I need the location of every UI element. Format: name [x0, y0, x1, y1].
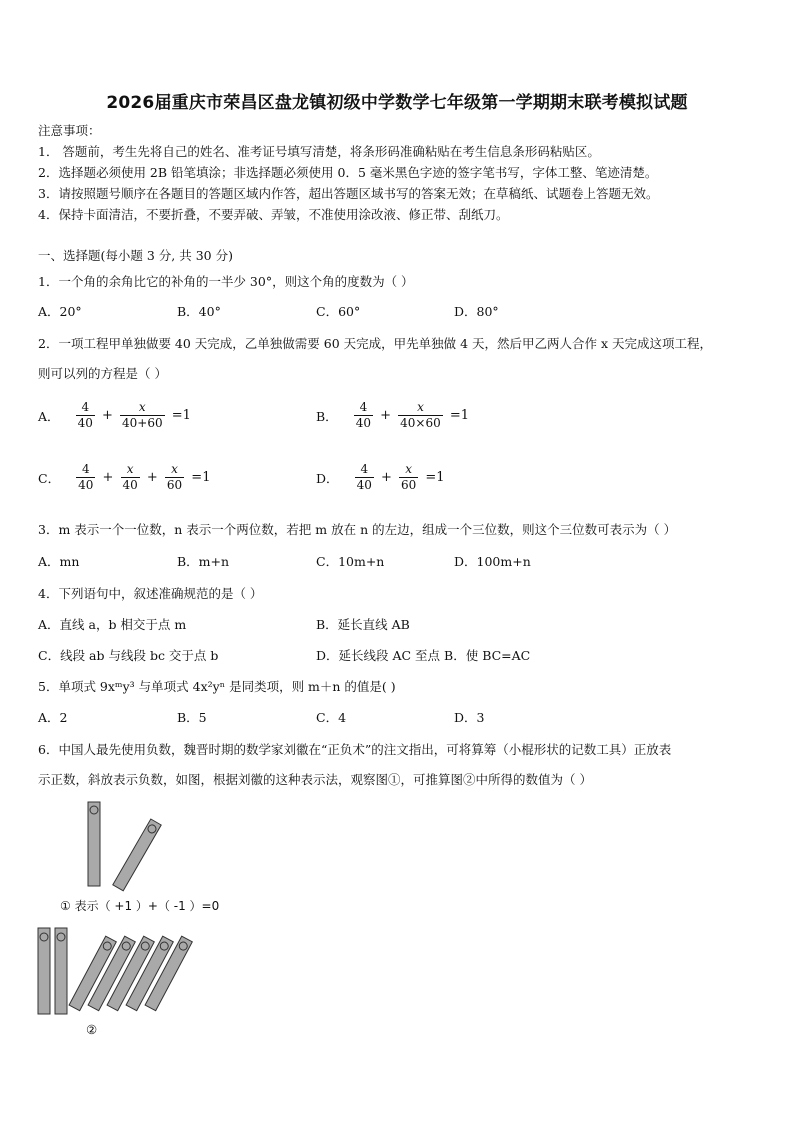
question-6-stem-line2: 示正数，斜放表示负数，如图，根据刘徽的这种表示法，观察图①，可推算图②中所得的数值为（ ）: [38, 772, 592, 787]
numerator: x: [171, 462, 178, 476]
denominator: 40: [78, 478, 94, 492]
question-3-option-b: B．m+n: [177, 554, 230, 569]
plus-sign: +: [380, 408, 392, 423]
question-5-stem: 5．单项式 9xᵐy³ 与单项式 4x²yⁿ 是同类项，则 m＋n 的值是( ): [38, 679, 396, 694]
page-title: 2026届重庆市荣昌区盘龙镇初级中学数学七年级第一学期期末联考模拟试题: [106, 93, 688, 113]
option-label: D．: [316, 470, 339, 486]
plus-sign: +: [102, 470, 114, 485]
figure-2-counting-rods: [34, 926, 204, 1022]
question-2-option-c: [38, 462, 211, 493]
figure-2-caption: ②: [86, 1022, 98, 1037]
fraction: [165, 462, 184, 493]
fraction: [399, 462, 418, 493]
denominator: 60: [166, 478, 183, 492]
upright-rod: [88, 802, 100, 886]
option-label: C．: [38, 470, 61, 486]
denominator: 40: [356, 478, 372, 492]
question-4-option-b: B．延长直线 AB: [316, 617, 410, 632]
question-4-option-a: A．直线 a，b 相交于点 m: [38, 617, 187, 632]
question-1-option-a: A．20°: [38, 304, 82, 319]
question-2-option-a: [38, 400, 192, 431]
denominator: 40: [122, 478, 138, 492]
upright-rod: [38, 928, 50, 1014]
plus-sign: +: [146, 470, 158, 485]
denominator: 40: [77, 416, 93, 430]
fraction: [398, 400, 443, 431]
slanted-rod: [113, 819, 161, 891]
figure-1-counting-rods: [80, 800, 180, 900]
fraction: [121, 462, 140, 493]
denominator: 60: [401, 478, 417, 492]
notice-heading: 注意事项：: [38, 123, 101, 138]
equals-one: =1: [171, 408, 191, 423]
notice-item: 2．选择题必须使用 2B 铅笔填涂；非选择题必须使用 0．5 毫米黑色字迹的签字笔书写，字体工整、笔迹清楚。: [38, 165, 658, 180]
denominator: 40: [355, 416, 372, 430]
fraction: [354, 400, 373, 431]
numerator: 4: [81, 400, 90, 414]
numerator: 4: [359, 400, 368, 414]
fraction: [355, 462, 374, 493]
question-5-option-b: B．5: [177, 710, 207, 725]
question-2-option-b: [316, 400, 470, 431]
fraction: [76, 400, 95, 431]
question-4-stem: 4．下列语句中，叙述准确规范的是（ ）: [38, 586, 263, 601]
question-3-option-c: C．10m+n: [316, 554, 385, 569]
question-6-stem-line1: 6．中国人最先使用负数，魏晋时期的数学家刘徽在“正负术”的注文指出，可将算筹（小棍形状的记数工具）正放表: [38, 742, 672, 757]
notice-item: 4．保持卡面清洁，不要折叠，不要弄破、弄皱，不准使用涂改液、修正带、刮纸刀。: [38, 207, 509, 222]
numerator: x: [126, 462, 134, 476]
question-5-option-d: D．3: [454, 710, 485, 725]
section-heading: 一、选择题(每小题 3 分, 共 30 分): [38, 248, 233, 263]
question-1-option-c: C．60°: [316, 304, 361, 319]
question-1-stem: 1．一个角的余角比它的补角的一半少 30°，则这个角的度数为（ ）: [38, 274, 414, 289]
plus-sign: +: [381, 470, 392, 485]
equals-one: =1: [425, 470, 445, 485]
question-3-option-a: A．mn: [38, 554, 80, 569]
notice-item: 3．请按照题号顺序在各题目的答题区域内作答，超出答题区域书写的答案无效；在草稿纸、试题卷上答题无效。: [38, 186, 659, 201]
notice-item: 1． 答题前，考生先将自己的姓名、准考证号填写清楚，将条形码准确粘贴在考生信息条形码粘贴区。: [38, 144, 600, 159]
question-2-stem-line2: 则可以列的方程是（ ）: [38, 366, 167, 381]
fraction: [120, 400, 165, 431]
question-2-stem-line1: 2．一项工程甲单独做要 40 天完成，乙单独做需要 60 天完成，甲先单独做 4 天，然后甲乙两人合作 x 天完成这项工程，: [38, 336, 713, 351]
numerator: x: [417, 400, 424, 414]
figure-1-caption: ① 表示（ +1 ）+（ -1 ）=0: [60, 899, 220, 913]
numerator: 4: [360, 462, 369, 476]
question-2-option-d: [316, 462, 446, 493]
option-label: B．: [316, 408, 338, 424]
question-1-option-b: B．40°: [177, 304, 221, 319]
numerator: x: [138, 400, 146, 414]
question-4-option-d: D．延长线段 AC 至点 B．使 BC=AC: [316, 648, 531, 663]
option-label: A．: [38, 408, 60, 424]
equals-one: =1: [191, 470, 211, 485]
numerator: x: [405, 462, 413, 476]
question-3-stem: 3．m 表示一个一位数，n 表示一个两位数，若把 m 放在 n 的左边，组成一个三位数，则这个三位数可表示为（ ）: [38, 522, 677, 537]
fraction: [76, 462, 95, 493]
numerator: 4: [81, 462, 90, 476]
question-5-option-c: C．4: [316, 710, 347, 725]
denominator: 40×60: [400, 416, 441, 430]
question-3-option-d: D．100m+n: [454, 554, 531, 569]
question-4-option-c: C．线段 ab 与线段 bc 交于点 b: [38, 648, 219, 663]
question-5-option-a: A．2: [38, 710, 68, 725]
plus-sign: +: [102, 408, 113, 423]
denominator: 40+60: [122, 416, 163, 430]
question-1-option-d: D．80°: [454, 304, 499, 319]
upright-rod: [55, 928, 67, 1014]
equals-one: =1: [449, 408, 470, 423]
